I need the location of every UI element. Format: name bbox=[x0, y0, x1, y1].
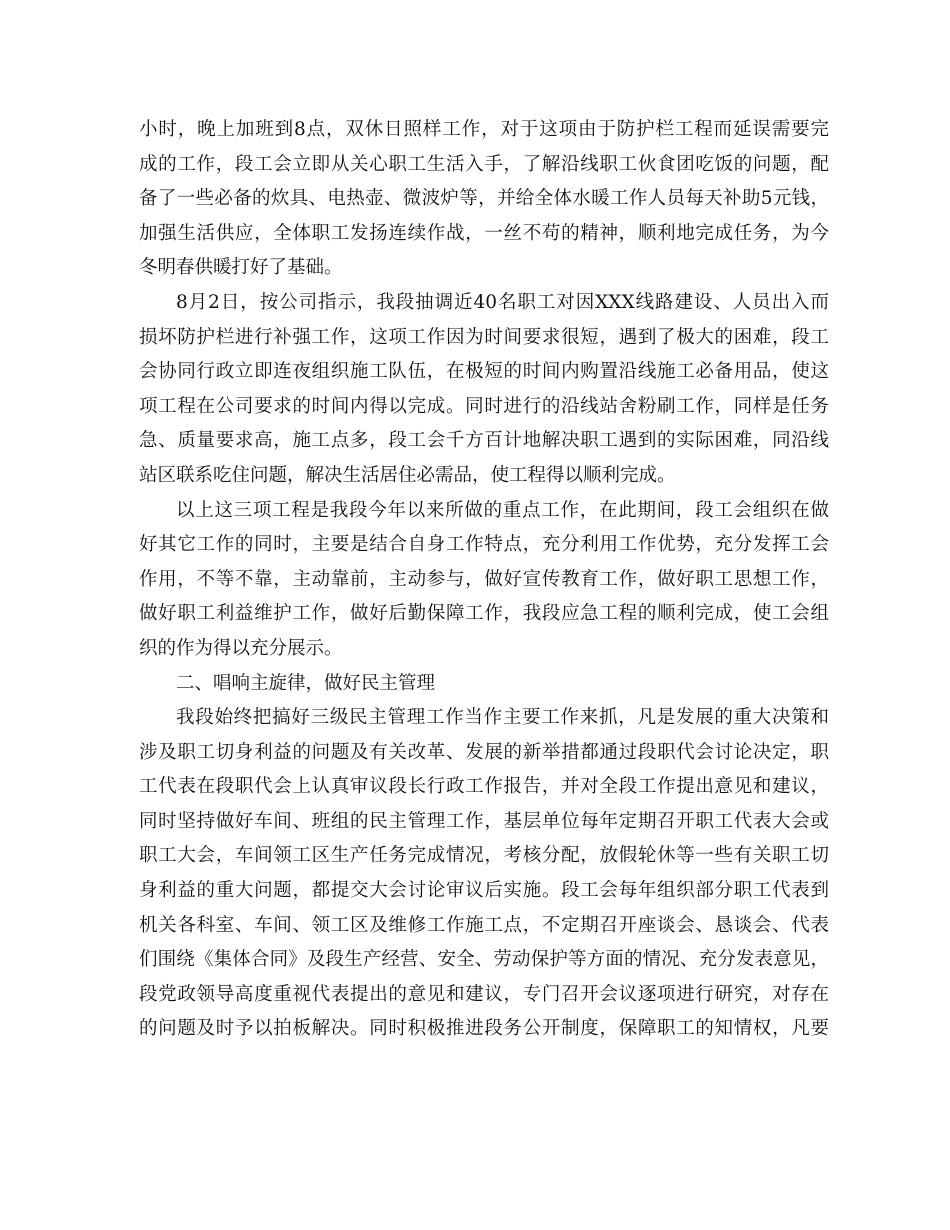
text-line: 职工大会，车间领工区生产任务完成情况，考核分配，放假轮休等一些有关职工切 bbox=[139, 845, 829, 867]
text-line: 织的作为得以充分展示。 bbox=[139, 637, 343, 659]
paragraph-1 bbox=[139, 113, 829, 286]
text-line: 急、质量要求高，施工点多，段工会千方百计地解决职工遇到的实际困难，同沿线 bbox=[139, 430, 829, 452]
text-line: 以上这三项工程是我段今年以来所做的重点工作，在此期间，段工会组织在做 bbox=[176, 499, 829, 521]
text-line: 备了一些必备的炊具、电热壶、微波炉等，并给全体水暖工作人员每天补助5元钱， bbox=[139, 188, 829, 210]
text-line: 做好职工利益维护工作，做好后勤保障工作，我段应急工程的顺利完成，使工会组 bbox=[139, 603, 829, 625]
text-line: 的问题及时予以拍板解决。同时积极推进段务公开制度，保障职工的知情权，凡要 bbox=[139, 1018, 829, 1040]
text-line: 工代表在段职代会上认真审议段长行政工作报告，并对全段工作提出意见和建议， bbox=[139, 776, 829, 798]
text-line: 段党政领导高度重视代表提出的意见和建议，专门召开会议逐项进行研究，对存在 bbox=[139, 983, 829, 1005]
paragraph-5 bbox=[139, 701, 829, 1047]
section-heading bbox=[139, 667, 829, 702]
text-line: 加强生活供应，全体职工发扬连续作战，一丝不苟的精神，顺利地完成任务，为今 bbox=[139, 222, 829, 244]
text-line: 身利益的重大问题，都提交大会讨论审议后实施。段工会每年组织部分职工代表到 bbox=[139, 880, 829, 902]
text-line: 们围绕《集体合同》及段生产经营、安全、劳动保护等方面的情况、充分发表意见， bbox=[139, 949, 829, 971]
text-line: 好其它工作的同时，主要是结合自身工作特点，充分利用工作优势，充分发挥工会 bbox=[139, 534, 829, 556]
text-line: 站区联系吃住问题，解决生活居住必需品，使工程得以顺利完成。 bbox=[139, 464, 676, 486]
paragraph-3 bbox=[139, 494, 829, 667]
text-line: 我段始终把搞好三级民主管理工作当作主要工作来抓，凡是发展的重大决策和 bbox=[176, 707, 829, 729]
text-line: 冬明春供暖打好了基础。 bbox=[139, 257, 343, 279]
text-line: 涉及职工切身利益的问题及有关改革、发展的新举措都通过段职代会讨论决定，职 bbox=[139, 741, 829, 763]
document-page bbox=[139, 113, 829, 1047]
text-line: 会协同行政立即连夜组织施工队伍，在极短的时间内购置沿线施工必备用品，使这 bbox=[139, 361, 829, 383]
text-line: 作用，不等不靠，主动靠前，主动参与，做好宣传教育工作，做好职工思想工作， bbox=[139, 568, 829, 590]
text-line: 小时，晚上加班到8点，双休日照样工作，对于这项由于防护栏工程而延误需要完 bbox=[139, 119, 829, 140]
heading-line: 二、唱响主旋律，做好民主管理 bbox=[176, 672, 436, 694]
text-line: 项工程在公司要求的时间内得以完成。同时进行的沿线站舍粉刷工作，同样是任务 bbox=[139, 395, 829, 417]
text-line: 机关各科室、车间、领工区及维修工作施工点，不定期召开座谈会、恳谈会、代表 bbox=[139, 914, 829, 936]
text-line: 损坏防护栏进行补强工作，这项工作因为时间要求很短，遇到了极大的困难，段工 bbox=[139, 326, 829, 348]
paragraph-2 bbox=[139, 286, 829, 494]
text-line: 同时坚持做好车间、班组的民主管理工作，基层单位每年定期召开职工代表大会或 bbox=[139, 810, 829, 832]
text-line: 8月2日，按公司指示，我段抽调近40名职工对因XXX线路建设、人员出入而 bbox=[176, 291, 829, 313]
text-line: 成的工作，段工会立即从关心职工生活入手，了解沿线职工伙食团吃饭的问题，配 bbox=[139, 153, 829, 175]
